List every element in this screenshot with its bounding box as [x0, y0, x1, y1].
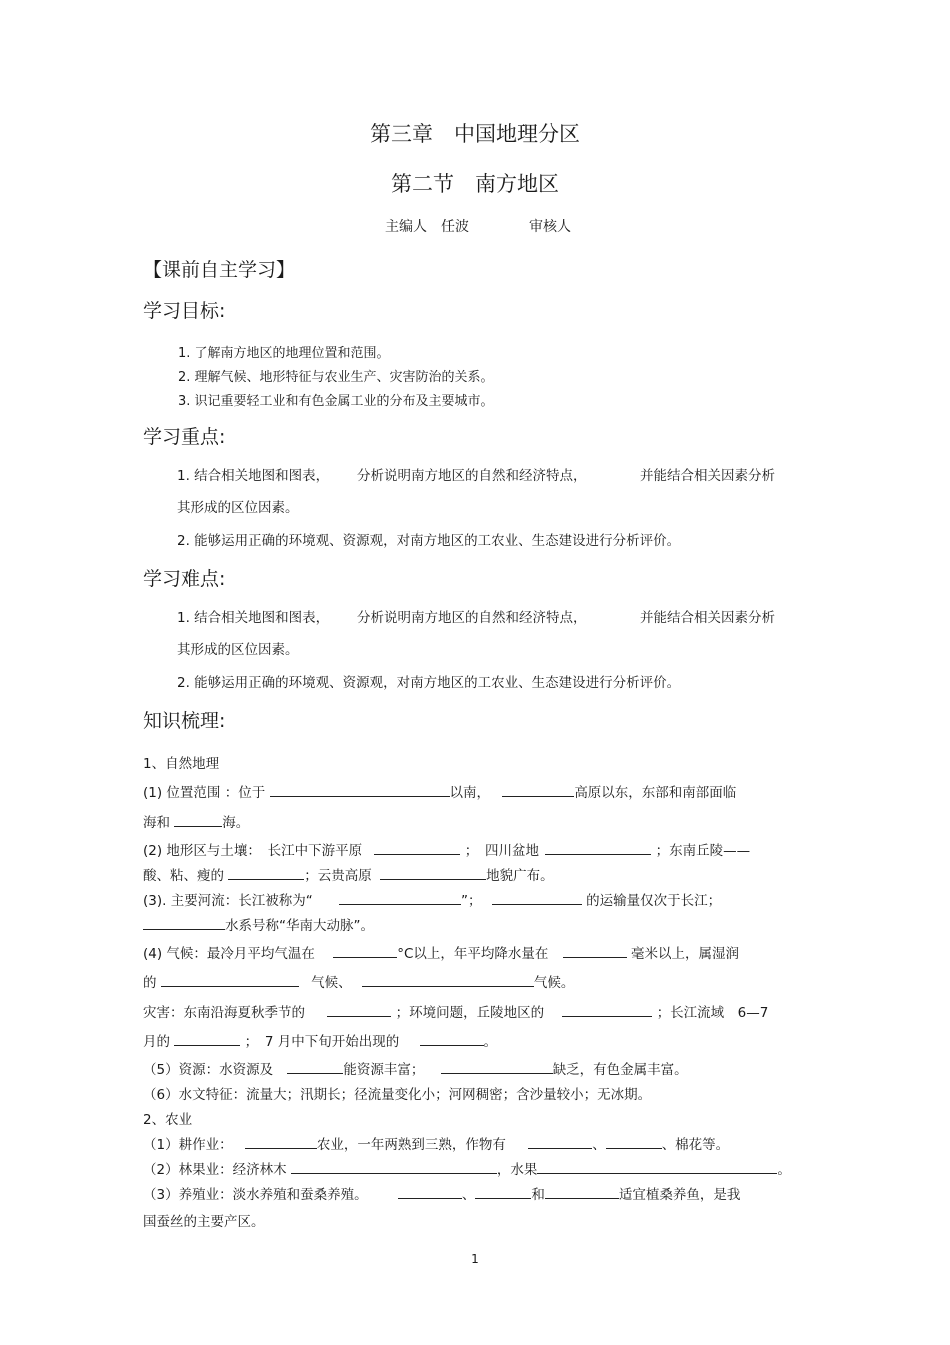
forestry-line: （2）林果业：经济林木 ，水果 。 [143, 1158, 791, 1178]
difficult-point-2: 2. 能够运用正确的环境观、资源观，对南方地区的工农业、生态建设进行分析评价。 [177, 675, 681, 691]
key-point-1d: 其形成的区位因素。 [177, 500, 299, 516]
location-line-2: 海和 海。 [143, 811, 249, 831]
river-line: (3). 主要河流：长江被称为“ ”； 的运输量仅次于长江； [143, 889, 721, 909]
blank-field[interactable] [420, 1031, 484, 1046]
blank-field[interactable] [502, 782, 574, 797]
difficult-point-1b: 分析说明南方地区的自然和经济特点， [357, 610, 587, 626]
chief-editor-name: 任波 [441, 219, 469, 235]
breeding-line: （3）养殖业：淡水养殖和蚕桑养殖。 、 和 适宜植桑养鱼，是我 [143, 1183, 740, 1203]
goal-item: 3. 识记重要轻工业和有色金属工业的分布及主要城市。 [178, 394, 494, 409]
resource-line: （5）资源：水资源及 能资源丰富； 缺乏，有色金属丰富。 [143, 1058, 688, 1078]
terrain-line: (2) 地形区与土壤： 长江中下游平原 ； 四川盆地 ；东南丘陵—— [143, 839, 750, 859]
key-point-1b: 分析说明南方地区的自然和经济特点， [357, 468, 587, 484]
reviewer-label: 审核人 [529, 219, 571, 235]
preclass-heading: 【课前自主学习】 [143, 259, 296, 281]
blank-field[interactable] [270, 782, 450, 797]
key-point-1c: 并能结合相关因素分析 [640, 468, 775, 484]
difficult-point-1d: 其形成的区位因素。 [177, 642, 299, 658]
knowledge-heading: 知识梳理: [143, 710, 226, 732]
blank-field[interactable] [228, 865, 304, 880]
river-line-2: 水系号称“华南大动脉”。 [143, 914, 374, 934]
disaster-line: 灾害：东南沿海夏秋季节的 ；环境问题，丘陵地区的 ；长江流域 6—7 [143, 1001, 768, 1021]
key-point-1a: 1. 结合相关地图和图表， [177, 468, 330, 484]
blank-field[interactable] [174, 1031, 240, 1046]
blank-field[interactable] [143, 915, 225, 930]
blank-field[interactable] [287, 1059, 343, 1074]
difficult-point-1c: 并能结合相关因素分析 [640, 610, 775, 626]
blank-field[interactable] [174, 812, 222, 827]
agriculture-heading: 2、农业 [143, 1112, 193, 1128]
blank-field[interactable] [563, 943, 627, 958]
chief-editor-label: 主编人 [385, 219, 427, 235]
difficult-points-heading: 学习难点: [143, 568, 226, 590]
crop-line: （1）耕作业： 农业，一年两熟到三熟，作物有 、 、棉花等。 [143, 1133, 729, 1153]
blank-field[interactable] [333, 943, 397, 958]
blank-field[interactable] [327, 1002, 391, 1017]
blank-field[interactable] [291, 1159, 497, 1174]
key-point-2: 2. 能够运用正确的环境观、资源观，对南方地区的工农业、生态建设进行分析评价。 [177, 533, 681, 549]
disaster-line-2: 月的 ； 7 月中下旬开始出现的 。 [143, 1030, 497, 1050]
climate-line: (4) 气候：最冷月平均气温在 °C以上，年平均降水量在 毫米以上，属湿润 [143, 942, 739, 962]
blank-field[interactable] [441, 1059, 553, 1074]
terrain-line-2: 酸、粘、瘦的 ；云贵高原 地貌广布。 [143, 864, 554, 884]
blank-field[interactable] [245, 1134, 317, 1149]
goal-item: 1. 了解南方地区的地理位置和范围。 [178, 346, 390, 361]
blank-field[interactable] [380, 865, 486, 880]
difficult-point-1a: 1. 结合相关地图和图表， [177, 610, 330, 626]
blank-field[interactable] [374, 840, 460, 855]
climate-line-2: 的 气候、 气候。 [143, 971, 574, 991]
key-points-heading: 学习重点: [143, 426, 226, 448]
blank-field[interactable] [475, 1184, 531, 1199]
blank-field[interactable] [362, 972, 534, 987]
blank-field[interactable] [562, 1002, 652, 1017]
blank-field[interactable] [545, 1184, 619, 1199]
goals-heading: 学习目标: [143, 300, 226, 322]
page-number: 1 [471, 1252, 479, 1266]
blank-field[interactable] [492, 890, 582, 905]
natural-geo-heading: 1、自然地理 [143, 756, 220, 772]
blank-field[interactable] [398, 1184, 462, 1199]
goal-item: 2. 理解气候、地形特征与农业生产、灾害防治的关系。 [178, 370, 494, 385]
hydrology-line: （6）水文特征：流量大；汛期长；径流量变化小；河网稠密；含沙量较小；无冰期。 [143, 1087, 652, 1103]
breeding-line-2: 国蚕丝的主要产区。 [143, 1214, 265, 1230]
editor-line [385, 216, 571, 236]
section-title: 第二节 南方地区 [391, 172, 559, 196]
blank-field[interactable] [161, 972, 299, 987]
blank-field[interactable] [606, 1134, 662, 1149]
chapter-title: 第三章 中国地理分区 [370, 122, 580, 146]
blank-field[interactable] [537, 1159, 777, 1174]
blank-field[interactable] [528, 1134, 592, 1149]
location-line: (1) 位置范围 ：位于 以南， 高原以东，东部和南部面临 [143, 781, 736, 801]
blank-field[interactable] [545, 840, 651, 855]
blank-field[interactable] [339, 890, 461, 905]
